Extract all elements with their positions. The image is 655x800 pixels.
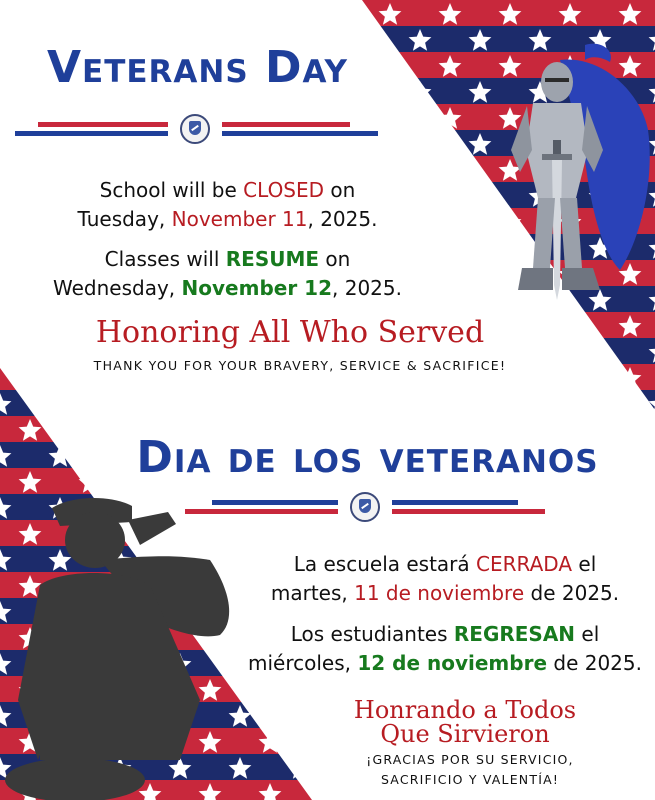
thanks-line-2: SACRIFICIO Y VALENTÍA! bbox=[380, 772, 560, 787]
closure-notice-spanish bbox=[230, 550, 655, 608]
closed-keyword: CLOSED bbox=[243, 178, 325, 202]
closure-year: , 2025. bbox=[307, 207, 378, 231]
resume-year: , 2025. bbox=[332, 276, 402, 300]
resume-keyword: RESUME bbox=[225, 247, 320, 271]
honoring-line-2: Que Sirvieron bbox=[380, 720, 550, 748]
closure-date: 11 de noviembre bbox=[354, 581, 525, 605]
heading-english: Veterans Day bbox=[47, 42, 348, 93]
closure-day: martes, bbox=[270, 581, 355, 605]
closure-text-end: on bbox=[324, 178, 356, 202]
resume-text: Classes will bbox=[104, 247, 226, 271]
thanks-line-1: ¡GRACIAS POR SU SERVICIO, bbox=[366, 752, 574, 767]
resume-day: Wednesday, bbox=[53, 276, 182, 300]
closure-year: de 2025. bbox=[524, 581, 620, 605]
resume-text-end: on bbox=[319, 247, 351, 271]
school-crest-icon bbox=[350, 492, 380, 522]
heading-spanish: Dia de los veteranos bbox=[136, 432, 599, 483]
resume-day: miércoles, bbox=[247, 651, 358, 675]
resume-year: de 2025. bbox=[547, 651, 642, 675]
closure-text: La escuela estará bbox=[293, 552, 477, 576]
resume-text-end: el bbox=[575, 622, 600, 646]
thank-you-line-english: THANK YOU FOR YOUR BRAVERY, SERVICE & SACRIFICE! bbox=[93, 358, 507, 373]
thank-you-line-spanish bbox=[320, 750, 620, 790]
honoring-tagline-spanish bbox=[310, 698, 620, 746]
closure-text: School will be bbox=[99, 178, 244, 202]
resume-notice-spanish bbox=[230, 620, 655, 678]
resume-notice-english bbox=[30, 245, 425, 303]
honoring-tagline-english: Honoring All Who Served bbox=[95, 315, 485, 350]
resume-date: 12 de noviembre bbox=[357, 651, 548, 675]
closure-notice-english bbox=[30, 176, 425, 234]
closure-day: Tuesday, bbox=[77, 207, 172, 231]
resume-text: Los estudiantes bbox=[290, 622, 454, 646]
school-crest-icon bbox=[180, 114, 210, 144]
closure-text-end: el bbox=[572, 552, 597, 576]
resume-keyword: REGRESAN bbox=[453, 622, 576, 646]
honoring-line-1: Honrando a Todos bbox=[353, 696, 577, 724]
resume-date: November 12 bbox=[181, 276, 332, 300]
closure-date: November 11 bbox=[171, 207, 308, 231]
closed-keyword: CERRADA bbox=[476, 552, 573, 576]
